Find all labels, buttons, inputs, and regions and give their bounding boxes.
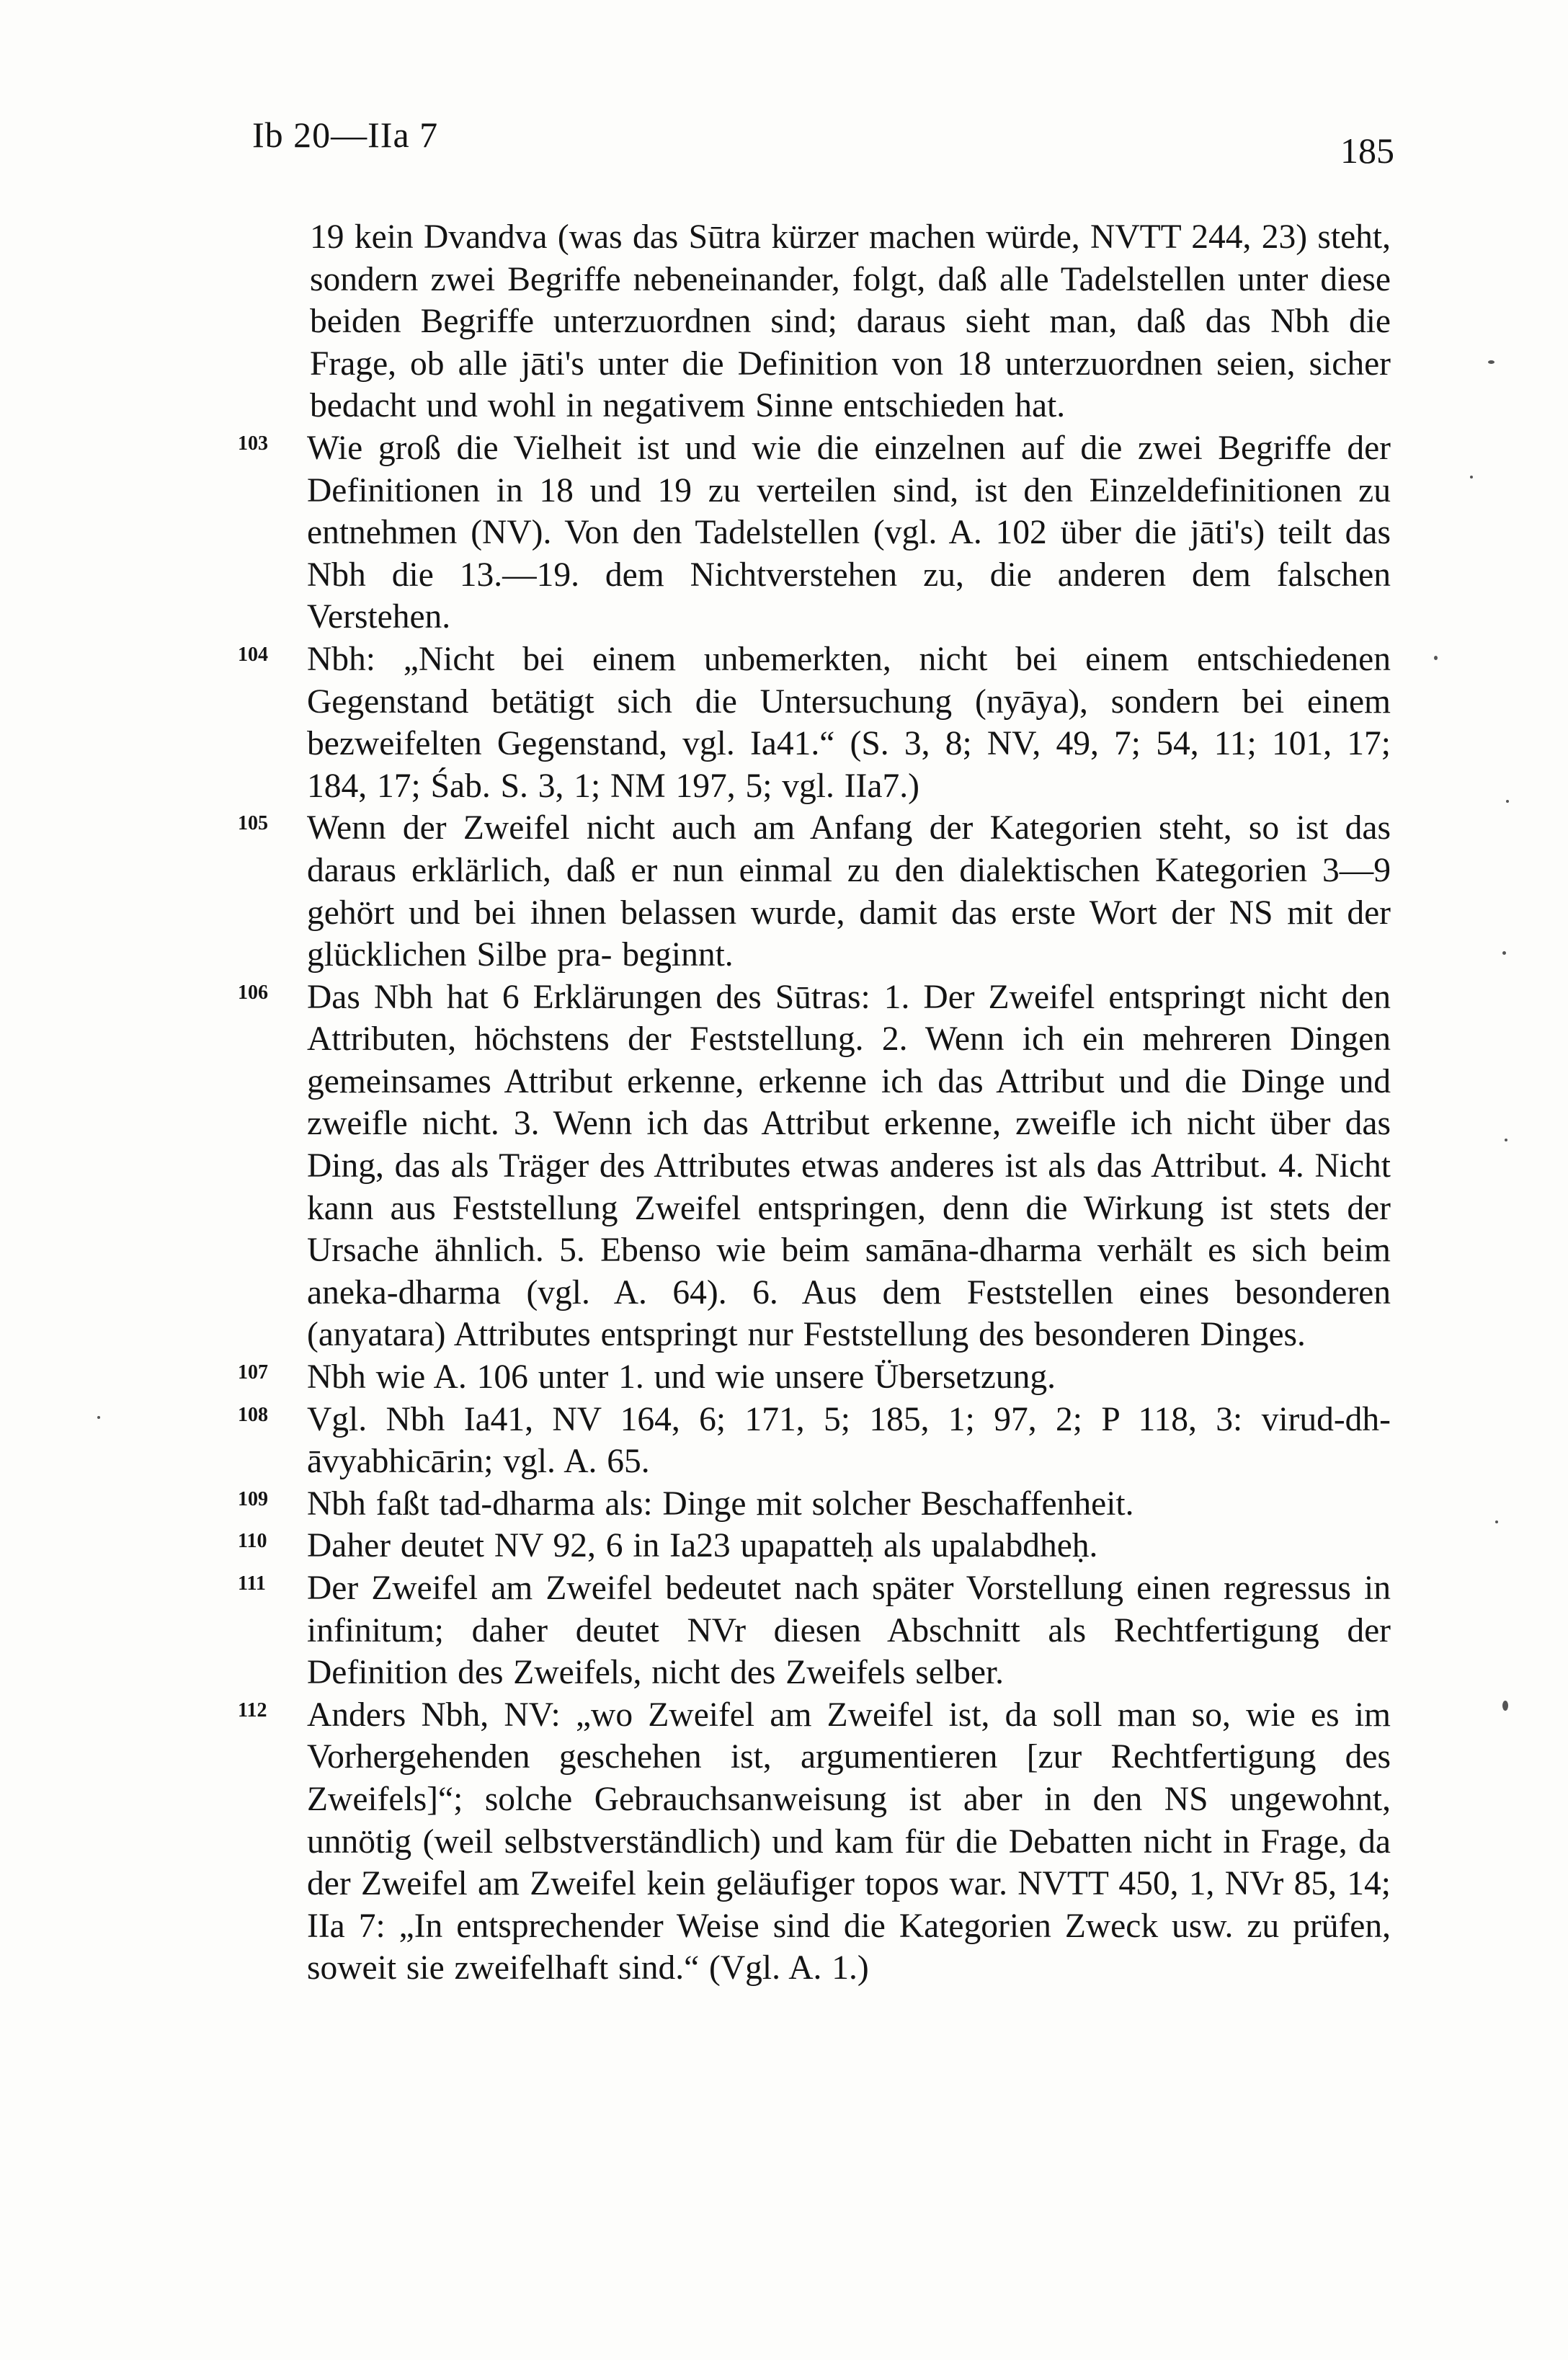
endnote-text: Nbh wie A. 106 unter 1. und wie unsere Übersetzung.	[307, 1358, 1056, 1397]
endnote-number: 108	[238, 1403, 268, 1426]
endnote-text: Nbh faßt tad-dharma als: Dinge mit solcher Beschaffenheit.	[307, 1484, 1134, 1523]
scan-speck	[1505, 1139, 1507, 1141]
endnote-text: Nbh: „Nicht bei einem unbemerkten, nicht bei einem entschiedenen Gegenstand betätigt sich die Untersuchung (nyāya), sondern bei einem bezweifelten Gegenstand, vgl. Ia41.“ (S. 3, 8; NV, 49, 7; 54, 11; 101, 17; 184, 17; Śab. S. 3, 1; NM 197, 5; vgl. IIa7.)	[307, 640, 1391, 805]
scan-speck	[1470, 476, 1473, 478]
endnote-number: 112	[238, 1698, 267, 1722]
endnote-number: 106	[238, 981, 268, 1004]
endnote-text: Wenn der Zweifel nicht auch am Anfang der Kategorien steht, so ist das daraus erklärlich, daß er nun einmal zu den dialektischen Kategorien 3—9 gehört und bei ihnen belassen wurde, damit das erste Wort der NS mit der glücklichen Silbe pra- beginnt.	[307, 809, 1391, 974]
endnote-text: Anders Nbh, NV: „wo Zweifel am Zweifel ist, da soll man so, wie es im Vorhergehenden geschehen ist, argumentieren [zur Rechtfertigung des Zweifels]“; solche Gebrauchsanweisung ist aber in den NS ungewohnt, unnötig (weil selbstverständlich) und kam für die Debatten nicht in Frage, da der Zweifel am Zweifel kein geläufiger topos war. NVTT 450, 1, NVr 85, 14; IIa 7: „In entsprechender Weise sind die Kategorien Zweck usw. zu prüfen, soweit sie zweifelhaft sind.“ (Vgl. A. 1.)	[307, 1696, 1391, 1987]
page-number: 185	[1340, 130, 1394, 171]
endnote-105	[238, 807, 1391, 976]
endnote-number: 111	[238, 1572, 266, 1595]
endnote-108	[238, 1399, 1391, 1483]
endnote-text: Wie groß die Vielheit ist und wie die einzelnen auf die zwei Begriffe der Definitionen in 18 und 19 zu verteilen sind, ist den Einzeldefinitionen zu entnehmen (NV). Von den Tadelstellen (vgl. A. 102 über die jāti's) teilt das Nbh die 13.—19. dem Nichtverstehen zu, die anderen dem falschen Verstehen.	[307, 429, 1391, 636]
endnote-text: Der Zweifel am Zweifel bedeutet nach später Vorstellung einen regressus in infinitum; daher deutet NVr diesen Abschnitt als Rechtfertigung der Definition des Zweifels, nicht des Zweifels selber.	[307, 1569, 1391, 1692]
scan-speck	[1506, 800, 1509, 803]
scan-speck	[1495, 1520, 1498, 1523]
endnote-text: 19 kein Dvandva (was das Sūtra kürzer machen würde, NVTT 244, 23) steht, sondern zwei Begriffe nebeneinander, folgt, daß alle Tadelstellen unter diese beiden Begriffe unterzuordnen sind; daraus sieht man, daß das Nbh die Frage, ob alle jāti's unter die Definition von 18 unterzuordnen seien, sicher bedacht und wohl in negativem Sinne entschieden hat.	[310, 218, 1391, 425]
endnotes	[238, 216, 1391, 1990]
endnote-number: 105	[238, 812, 268, 835]
scan-speck	[1434, 656, 1438, 660]
endnote-continuation	[238, 216, 1391, 427]
endnote-number: 107	[238, 1361, 268, 1384]
running-head: Ib 20—IIa 7	[252, 115, 439, 155]
scan-speck	[97, 1416, 100, 1419]
endnote-106	[238, 976, 1391, 1356]
endnote-107	[238, 1356, 1391, 1399]
endnote-number: 110	[238, 1530, 267, 1553]
scan-speck	[1488, 360, 1494, 364]
scan-speck	[1502, 1701, 1508, 1711]
endnote-112	[238, 1694, 1391, 1990]
endnote-109	[238, 1483, 1391, 1526]
endnote-text: Vgl. Nbh Ia41, NV 164, 6; 171, 5; 185, 1; 97, 2; P 118, 3: virud-dh-āvyabhicārin; vgl. A. 65.	[307, 1400, 1391, 1481]
endnote-text: Daher deutet NV 92, 6 in Ia23 upapatteḥ als upalabdheḥ.	[307, 1527, 1098, 1565]
endnote-104	[238, 638, 1391, 807]
endnote-110	[238, 1525, 1391, 1567]
endnote-number: 104	[238, 643, 268, 666]
endnote-103	[238, 427, 1391, 638]
endnote-number: 103	[238, 432, 268, 455]
scan-speck	[1502, 951, 1506, 955]
endnote-111	[238, 1567, 1391, 1694]
endnote-text: Das Nbh hat 6 Erklärungen des Sūtras: 1. Der Zweifel entspringt nicht den Attributen, höchstens der Feststellung. 2. Wenn ich ein mehreren Dingen gemeinsames Attribut erkenne, erkenne ich das Attribut und die Dinge und zweifle nicht. 3. Wenn ich das Attribut erkenne, zweifle ich nicht über das Ding, das als Träger des Attributes etwas anderes ist als das Attribut. 4. Nicht kann aus Feststellung Zweifel entspringen, denn die Wirkung ist stets der Ursache ähnlich. 5. Ebenso wie beim samāna-dharma verhält es sich beim aneka-dharma (vgl. A. 64). 6. Aus dem Feststellen eines besonderen (anyatara) Attributes entspringt nur Feststellung des besonderen Dinges.	[307, 978, 1391, 1354]
endnote-number: 109	[238, 1487, 268, 1510]
